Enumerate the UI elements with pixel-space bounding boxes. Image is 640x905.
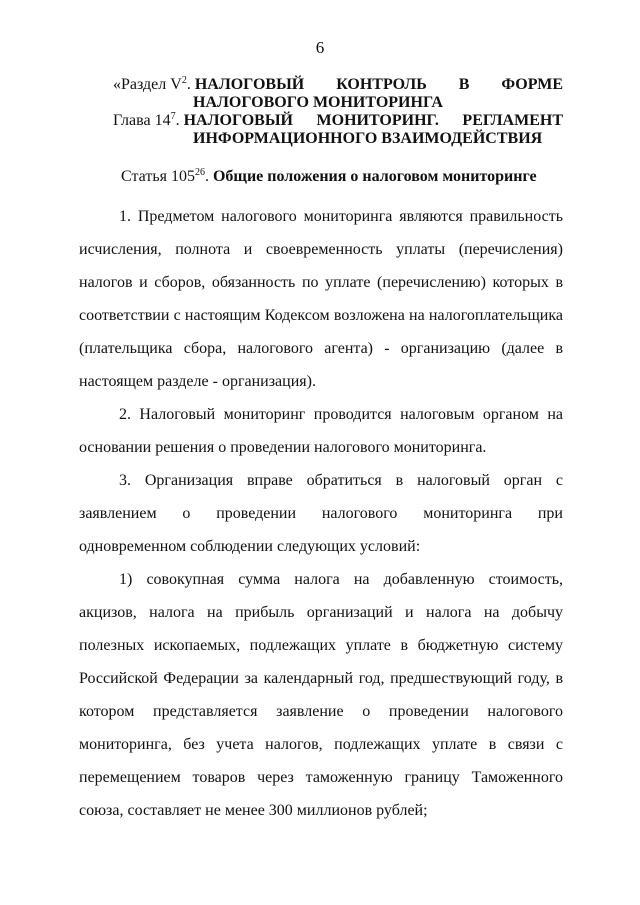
section-word: В: [458, 76, 470, 93]
chapter-word: РЕГЛАМЕНТ: [462, 112, 563, 129]
chapter-title-line2: ИНФОРМАЦИОННОГО ВЗАИМОДЕЙСТВИЯ: [193, 130, 543, 147]
chapter-heading: [113, 112, 563, 148]
page-number: 6: [315, 38, 325, 57]
article-title: Общие положения о налоговом мониторинге: [212, 168, 537, 185]
chapter-word: МОНИТОРИНГ.: [316, 112, 439, 129]
section-title-line2: НАЛОГОВОГО МОНИТОРИНГА: [193, 94, 443, 111]
section-word: ФОРМЕ: [501, 76, 563, 93]
section-heading: [113, 76, 563, 112]
article-heading: Статья $105^{26}$. Общие положения о налоговом мониторинге: [121, 167, 537, 185]
section-label: «Раздел $V^2$. НАЛОГОВЫЙ: [113, 75, 305, 93]
paragraph: 1) совокупная сумма налога на добавленную стоимость, акцизов, налога на прибыль организаций и налога на добычу полезных ископаемых, подлежащих уплате в бюджетную систему Российской Федерации за календарный год, предшествующий году, в котором представляется заявление о проведении налогового мониторинга, без учета налогов, подлежащих уплате в связи с перемещением товаров через таможенную границу Таможенного союза, составляет не менее 300 миллионов рублей;: [79, 571, 563, 819]
paragraph: 3. Организация вправе обратиться в налоговый орган с заявлением о проведении налогового мониторинга при одновременном соблюдении следующих условий:: [79, 472, 563, 555]
section-word: КОНТРОЛЬ: [336, 76, 427, 93]
chapter-label: Глава $14^7$. НАЛОГОВЫЙ: [113, 111, 293, 129]
paragraph: 1. Предметом налогового мониторинга являются правильность исчисления, полнота и своевременность уплаты (перечисления) налогов и сборов, обязанность по уплате (перечислению) которых в соответствии с настоящим Кодексом возложена на налогоплательщика (плательщика сбора, налогового агента) - организацию (далее в настоящем разделе - организация).: [79, 208, 563, 390]
paragraph: 2. Налоговый мониторинг проводится налоговым органом на основании решения о проведении налогового мониторинга.: [79, 406, 563, 456]
article-body: [79, 200, 563, 827]
